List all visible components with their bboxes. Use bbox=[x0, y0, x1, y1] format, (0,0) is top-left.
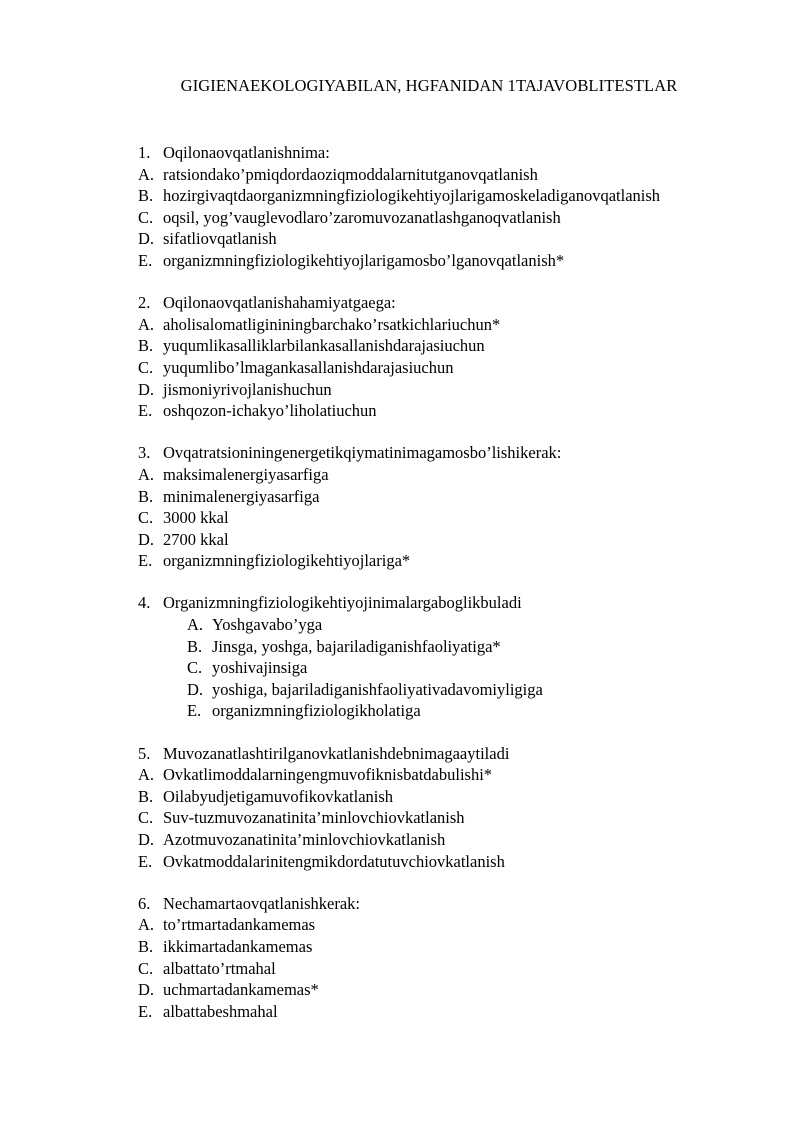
question-4 bbox=[138, 592, 778, 722]
answer-option-b bbox=[138, 786, 778, 808]
option-text: organizmningfiziologikehtiyojlariga* bbox=[163, 551, 411, 571]
option-text: to’rtmartadankamemas bbox=[163, 915, 316, 935]
option-label: D. bbox=[138, 229, 155, 249]
answer-option-a bbox=[138, 464, 778, 486]
answer-option-d bbox=[138, 829, 778, 851]
option-label: B. bbox=[138, 336, 154, 356]
option-text: minimalenergiyasarfiga bbox=[163, 486, 320, 506]
answer-option-b bbox=[138, 636, 778, 658]
question-text: Oqilonaovqatlanishnima: bbox=[163, 143, 330, 162]
option-text: Yoshgavabo’yga bbox=[212, 615, 323, 635]
question-stem bbox=[138, 292, 778, 314]
option-label: B. bbox=[187, 636, 203, 656]
option-text: aholisalomatligininingbarchako’rsatkichlariuchun* bbox=[163, 314, 501, 334]
option-label: E. bbox=[138, 551, 153, 571]
option-text: uchmartadankamemas* bbox=[163, 980, 319, 1000]
answer-option-a bbox=[138, 164, 778, 186]
option-text: oqsil, yog’vauglevodlaro’zaromuvozanatlashganoqvatlanish bbox=[163, 207, 561, 227]
question-stem bbox=[138, 592, 778, 614]
option-text: yuqumlibo’lmagankasallanishdarajasiuchun bbox=[163, 357, 454, 377]
option-label: C. bbox=[138, 508, 154, 528]
question-6 bbox=[138, 893, 778, 1023]
answer-option-a bbox=[138, 614, 778, 636]
option-text: Ovkatmoddalarinitengmikdordatutuvchiovkatlanish bbox=[163, 851, 505, 871]
option-label: E. bbox=[138, 250, 153, 270]
question-number: 3. bbox=[138, 443, 151, 463]
option-label: C. bbox=[138, 958, 154, 978]
option-text: sifatliovqatlanish bbox=[163, 229, 277, 249]
option-text: ikkimartadankamemas bbox=[163, 936, 313, 956]
question-stem bbox=[138, 893, 778, 915]
answer-option-e bbox=[138, 700, 778, 722]
answer-option-c bbox=[138, 507, 778, 529]
option-label: B. bbox=[138, 186, 154, 206]
answer-option-b bbox=[138, 335, 778, 357]
option-text: hozirgivaqtdaorganizmningfiziologikehtiyojlarigamoskeladiganovqatlanish bbox=[163, 186, 661, 206]
option-text: Oilabyudjetigamuvofikovkatlanish bbox=[163, 786, 394, 806]
option-label: E. bbox=[138, 401, 153, 421]
question-number: 6. bbox=[138, 893, 151, 913]
question-text: Nechamartaovqatlanishkerak: bbox=[163, 893, 360, 913]
option-text: oshqozon-ichakyo’liholatiuchun bbox=[163, 401, 377, 421]
question-stem bbox=[138, 442, 778, 464]
option-label: D. bbox=[138, 830, 155, 849]
option-label: A. bbox=[187, 615, 204, 635]
option-label: C. bbox=[138, 357, 154, 377]
option-label: C. bbox=[187, 658, 203, 678]
question-text: Oqilonaovqatlanishahamiyatgaega: bbox=[163, 293, 396, 313]
option-label: D. bbox=[138, 379, 155, 399]
question-list bbox=[138, 142, 778, 1043]
option-text: organizmningfiziologikehtiyojlarigamosbo’lganovqatlanish* bbox=[163, 250, 565, 270]
answer-option-d bbox=[138, 379, 778, 401]
option-text: 3000 kkal bbox=[163, 508, 229, 528]
option-text: ratsiondako’pmiqdordaoziqmoddalarnitutganovqatlanish bbox=[163, 164, 538, 184]
option-label: C. bbox=[138, 808, 154, 828]
answer-option-e bbox=[138, 1001, 778, 1023]
answer-option-c bbox=[138, 207, 778, 229]
option-text: yoshivajinsiga bbox=[212, 658, 308, 678]
answer-option-c bbox=[138, 357, 778, 379]
answer-option-e bbox=[138, 550, 778, 572]
answer-option-d bbox=[138, 228, 778, 250]
option-label: A. bbox=[138, 164, 155, 184]
option-text: albattabeshmahal bbox=[163, 1001, 278, 1021]
question-2 bbox=[138, 292, 778, 422]
option-label: B. bbox=[138, 936, 154, 956]
question-stem bbox=[138, 142, 778, 164]
question-text: Muvozanatlashtirilganovkatlanishdebnimagaaytiladi bbox=[163, 743, 510, 763]
option-label: E. bbox=[138, 1001, 153, 1021]
answer-option-d bbox=[138, 979, 778, 1001]
option-text: Suv-tuzmuvozanatinita’minlovchiovkatlanish bbox=[163, 808, 465, 828]
option-label: D. bbox=[138, 529, 155, 549]
option-text: organizmningfiziologikholatiga bbox=[212, 701, 421, 721]
answer-option-d bbox=[138, 679, 778, 701]
option-text: Ovkatlimoddalarningengmuvofiknisbatdabulishi* bbox=[163, 765, 493, 785]
answer-option-b bbox=[138, 936, 778, 958]
answer-option-a bbox=[138, 764, 778, 786]
document-title: GIGIENAEKOLOGIYABILAN, HGFANIDAN 1TAJAVOBLITESTLAR bbox=[180, 76, 678, 95]
option-label: A. bbox=[138, 765, 155, 785]
answer-option-a bbox=[138, 314, 778, 336]
option-label: E. bbox=[138, 851, 153, 871]
answer-option-a bbox=[138, 914, 778, 936]
option-text: yuqumlikasalliklarbilankasallanishdarajasiuchun bbox=[163, 336, 485, 356]
option-label: D. bbox=[138, 980, 155, 1000]
option-text: 2700 kkal bbox=[163, 529, 229, 549]
option-label: B. bbox=[138, 486, 154, 506]
option-text: jismoniyrivojlanishuchun bbox=[163, 379, 332, 399]
option-label: C. bbox=[138, 207, 154, 227]
option-text: albattato’rtmahal bbox=[163, 958, 276, 978]
option-label: B. bbox=[138, 786, 154, 806]
answer-option-c bbox=[138, 958, 778, 980]
option-text: Jinsga, yoshga, bajariladiganishfaoliyatiga* bbox=[212, 636, 501, 656]
question-number: 2. bbox=[138, 293, 151, 313]
question-stem bbox=[138, 743, 778, 765]
question-number: 4. bbox=[138, 593, 151, 613]
answer-option-b bbox=[138, 486, 778, 508]
question-3 bbox=[138, 442, 778, 572]
question-text: Organizmningfiziologikehtiyojinimalargaboglikbuladi bbox=[163, 593, 522, 613]
answer-option-e bbox=[138, 851, 778, 873]
answer-option-e bbox=[138, 400, 778, 422]
question-5 bbox=[138, 743, 778, 873]
answer-option-c bbox=[138, 657, 778, 679]
answer-option-e bbox=[138, 250, 778, 272]
answer-option-b bbox=[138, 185, 778, 207]
question-number: 5. bbox=[138, 743, 151, 763]
option-label: A. bbox=[138, 915, 155, 935]
option-text: Azotmuvozanatinita’minlovchiovkatlanish bbox=[163, 830, 446, 849]
option-label: A. bbox=[138, 314, 155, 334]
answer-option-d bbox=[138, 529, 778, 551]
option-label: E. bbox=[187, 701, 202, 721]
option-label: D. bbox=[187, 679, 204, 699]
question-text: Ovqatratsioniningenergetikqiymatinimagamosbo’lishikerak: bbox=[163, 443, 562, 463]
option-text: yoshiga, bajariladiganishfaoliyativadavomiyligiga bbox=[212, 679, 543, 699]
question-1 bbox=[138, 142, 778, 272]
option-label: A. bbox=[138, 464, 155, 484]
question-number: 1. bbox=[138, 143, 151, 162]
option-text: maksimalenergiyasarfiga bbox=[163, 464, 329, 484]
answer-option-c bbox=[138, 807, 778, 829]
